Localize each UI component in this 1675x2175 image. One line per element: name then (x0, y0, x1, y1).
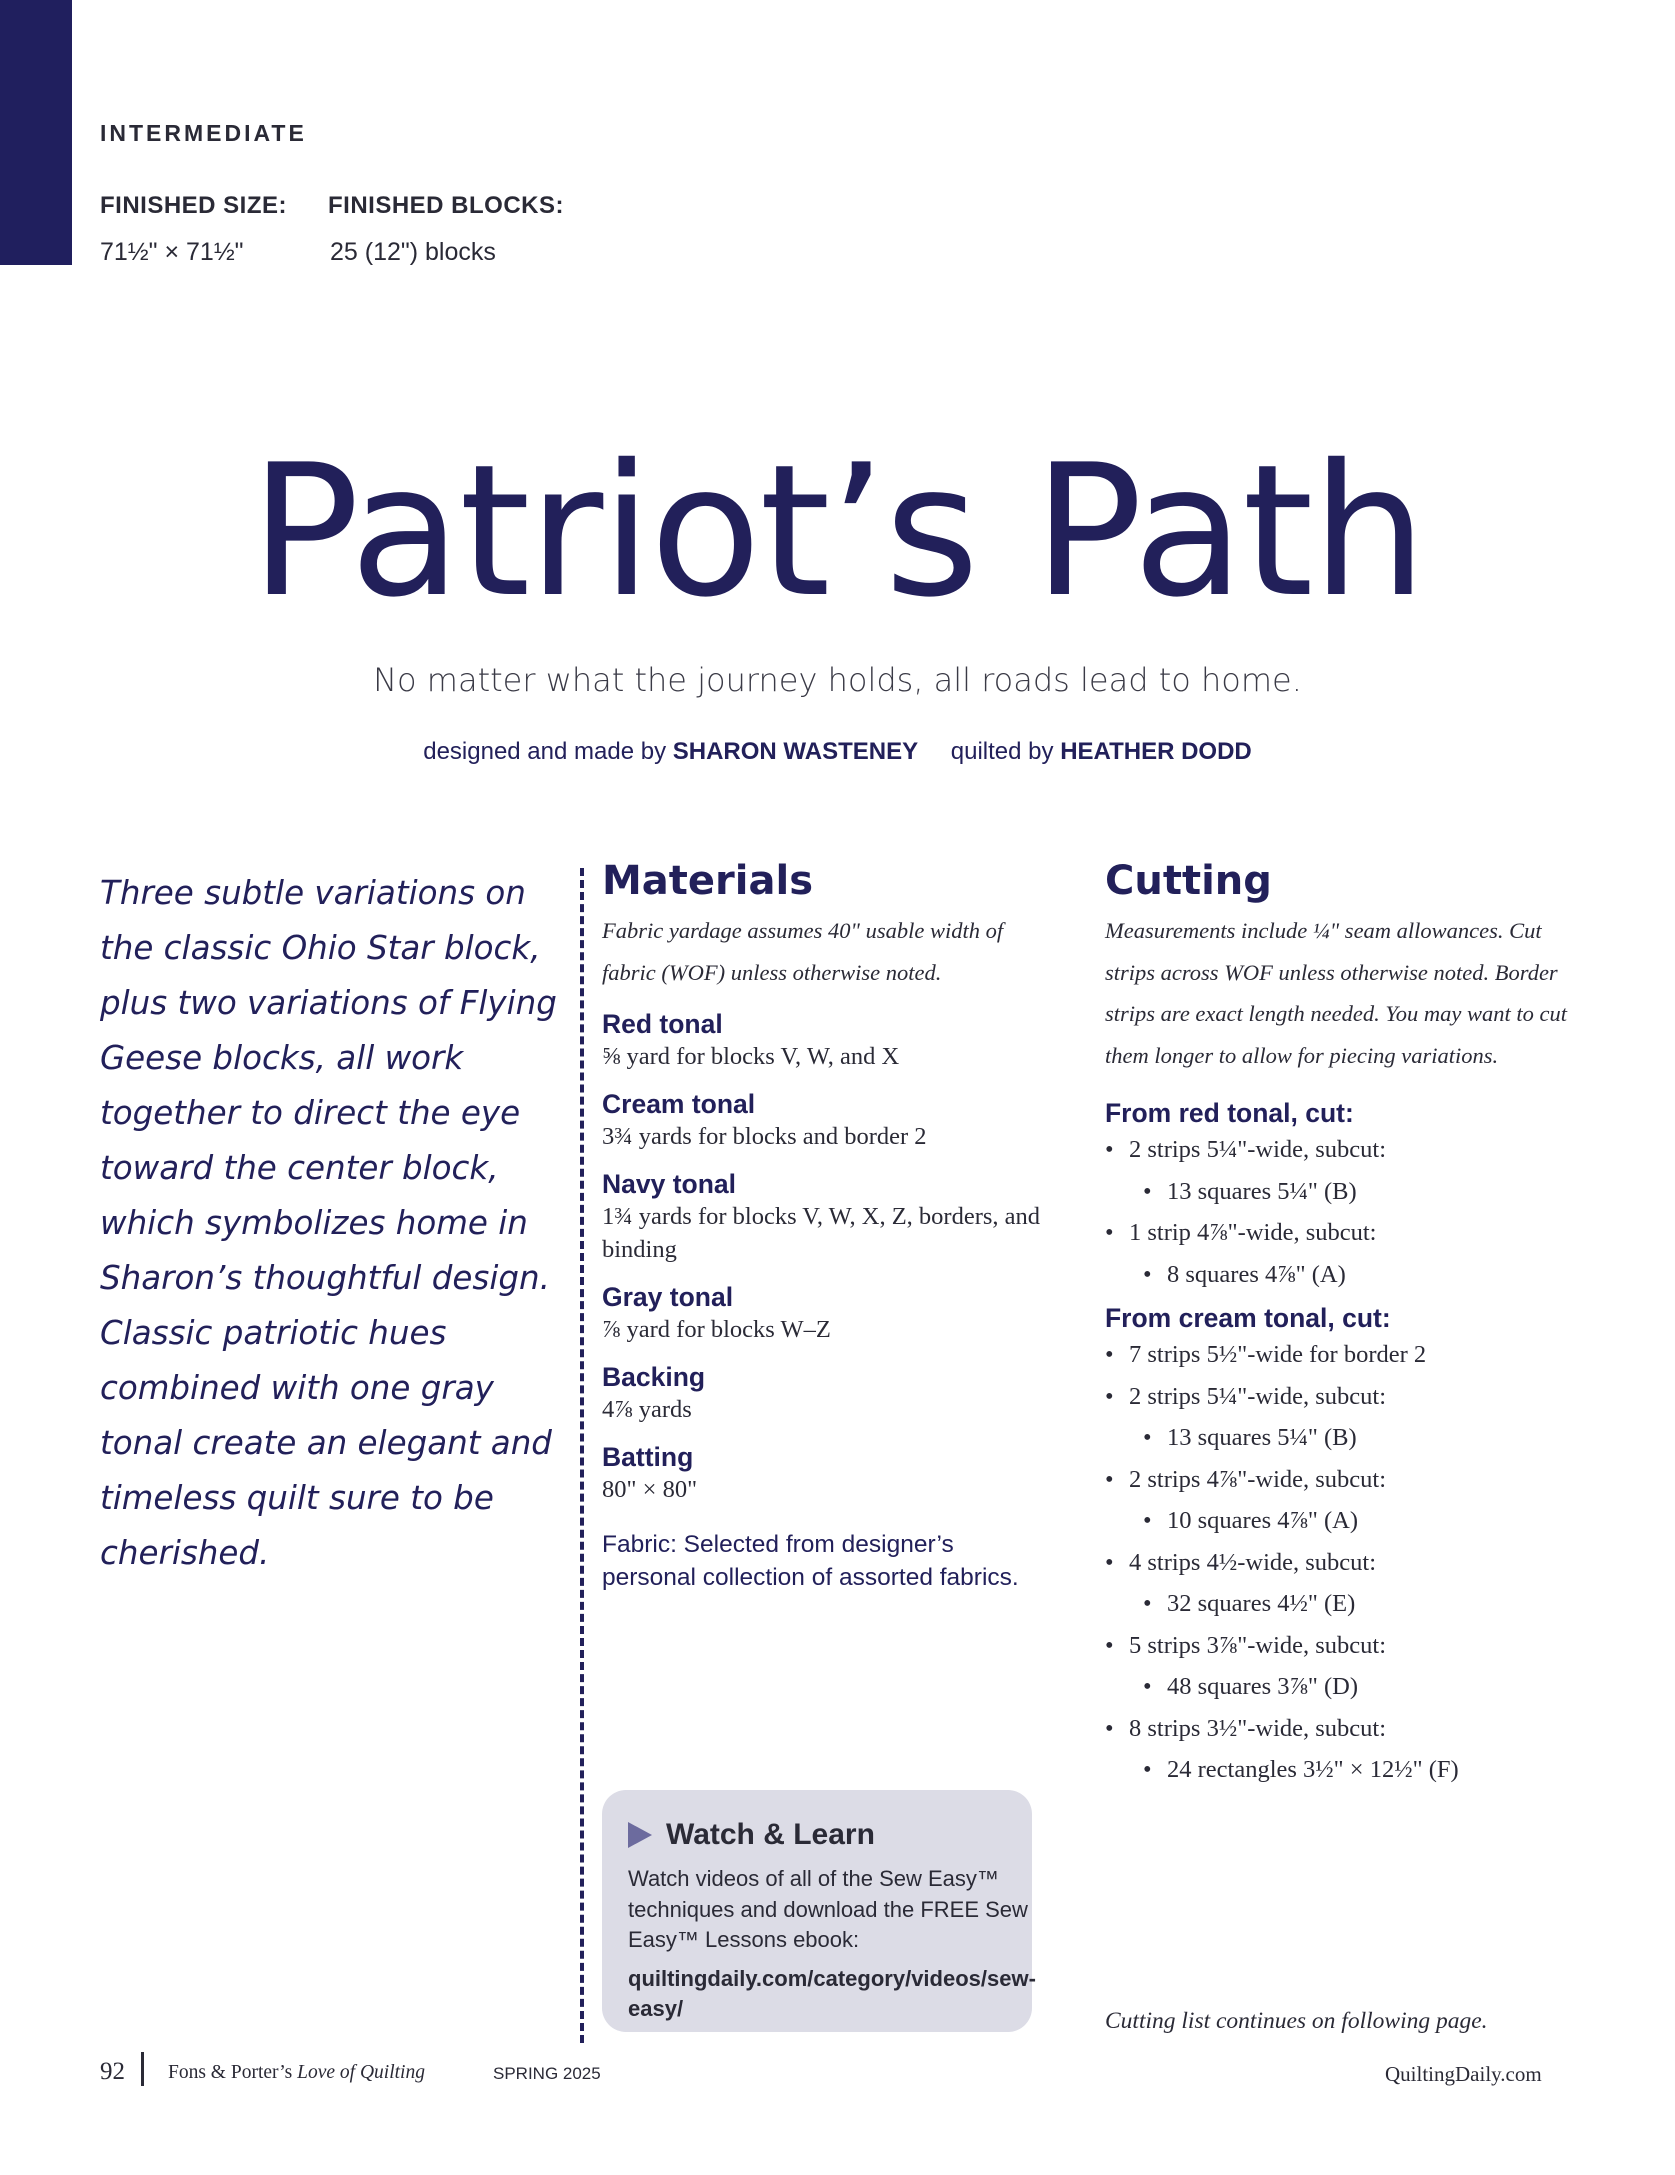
quilter-name: HEATHER DODD (1060, 738, 1252, 765)
watch-learn-callout (602, 1790, 1036, 2032)
material-name: Batting (602, 1442, 694, 1472)
publication-name (168, 2062, 425, 2084)
material-name: Navy tonal (602, 1169, 737, 1199)
page-title: Patriot’s Path (250, 425, 1425, 637)
play-icon (628, 1822, 652, 1848)
cutting-item: • 8 strips 3½"-wide, subcut: (1105, 1708, 1575, 1750)
materials-column (602, 858, 1052, 1594)
material-name: Red tonal (602, 1009, 723, 1039)
cutting-item: • 2 strips 5¼"-wide, subcut: (1105, 1129, 1575, 1171)
material-name: Gray tonal (602, 1282, 734, 1312)
watch-learn-title: Watch & Learn (666, 1818, 875, 1851)
watch-learn-heading (628, 1818, 875, 1852)
finished-blocks (328, 192, 564, 267)
material-amount: 80" × 80" (602, 1476, 698, 1503)
material-amount: 4⅞ yards (602, 1396, 692, 1423)
designer-name: SHARON WASTENEY (672, 738, 919, 765)
material-name: Cream tonal (602, 1089, 756, 1119)
material-amount: ⅞ yard for blocks W–Z (602, 1316, 831, 1343)
cutting-sections (1105, 1098, 1575, 1791)
cutting-heading: Cutting (1105, 858, 1272, 904)
materials-heading: Materials (602, 858, 813, 904)
cutting-subitem: • 8 squares 4⅞" (A) (1105, 1254, 1575, 1296)
material-name: Backing (602, 1362, 706, 1392)
footer-separator (141, 2052, 144, 2086)
materials-list (602, 1009, 1052, 1506)
credits (0, 738, 1675, 766)
fabric-note: Fabric: Selected from designer’s personal collection of assorted fabrics. (602, 1531, 1019, 1591)
finished-blocks-label: FINISHED BLOCKS: (328, 192, 564, 219)
cutting-subitem: • 13 squares 5¼" (B) (1105, 1417, 1575, 1459)
material-amount: 1¾ yards for blocks V, W, X, Z, borders, and binding (602, 1203, 1041, 1263)
materials-note: Fabric yardage assumes 40" usable width of fabric (WOF) unless otherwise noted. (602, 918, 1004, 985)
designed-prefix: designed and made by (423, 738, 667, 765)
cutting-section-heading: From red tonal, cut: (1105, 1098, 1354, 1128)
cutting-section-heading: From cream tonal, cut: (1105, 1303, 1391, 1333)
intro-text: Three subtle variations on the classic Ohio Star block, plus two variations of Flying Geese blocks, all work together to direct the eye toward the center block, which symbolizes home in Sharon’s thoughtful design. Classic patriotic hues combined with one gray tonal create an elegant and timeless quilt sure to be cherished. (100, 874, 557, 1572)
cutting-subitem: • 24 rectangles 3½" × 12½" (F) (1105, 1749, 1575, 1791)
publication-title: Love of Quilting (297, 2062, 425, 2083)
corner-tab (0, 0, 72, 265)
difficulty-level: INTERMEDIATE (100, 120, 307, 146)
finished-size-value: 71½" × 71½" (100, 238, 244, 266)
continued-note: Cutting list continues on following page. (1105, 2008, 1488, 2034)
material-amount: ⅝ yard for blocks V, W, and X (602, 1043, 900, 1070)
cutting-item: • 2 strips 5¼"-wide, subcut: (1105, 1376, 1575, 1418)
site-link[interactable]: QuiltingDaily.com (1385, 2062, 1542, 2086)
finished-size (100, 192, 287, 267)
page-number: 92 (100, 2058, 125, 2085)
watch-learn-link[interactable]: quiltingdaily.com/category/videos/sew-easy/ (628, 1965, 1036, 2021)
issue-date: SPRING 2025 (493, 2064, 601, 2083)
finished-blocks-value: 25 (12") blocks (330, 238, 496, 266)
quilted-prefix: quilted by (950, 738, 1054, 765)
cutting-subitem: • 10 squares 4⅞" (A) (1105, 1500, 1575, 1542)
cutting-item: • 7 strips 5½"-wide for border 2 (1105, 1334, 1575, 1376)
column-divider (580, 868, 584, 2043)
cutting-item: • 5 strips 3⅞"-wide, subcut: (1105, 1625, 1575, 1667)
cutting-subitem: • 13 squares 5¼" (B) (1105, 1171, 1575, 1213)
cutting-item: • 1 strip 4⅞"-wide, subcut: (1105, 1212, 1575, 1254)
cutting-item: • 2 strips 4⅞"-wide, subcut: (1105, 1459, 1575, 1501)
watch-learn-body (628, 1864, 1036, 2025)
cutting-subitem: • 48 squares 3⅞" (D) (1105, 1666, 1575, 1708)
watch-learn-text: Watch videos of all of the Sew Easy™ techniques and download the FREE Sew Easy™ Lessons ebook: (628, 1866, 1028, 1952)
subtitle: No matter what the journey holds, all roads lead to home. (373, 661, 1302, 699)
cutting-subitem: • 32 squares 4½" (E) (1105, 1583, 1575, 1625)
material-amount: 3¾ yards for blocks and border 2 (602, 1123, 927, 1150)
cutting-column (1105, 858, 1575, 1791)
finished-size-label: FINISHED SIZE: (100, 192, 288, 219)
publication-prefix: Fons & Porter’s (168, 2062, 293, 2083)
cutting-item: • 4 strips 4½-wide, subcut: (1105, 1542, 1575, 1584)
cutting-note: Measurements include ¼" seam allowances. Cut strips across WOF unless otherwise noted. Border strips are exact length needed. You may want to cut them longer to allow for piecing variations. (1105, 918, 1568, 1068)
